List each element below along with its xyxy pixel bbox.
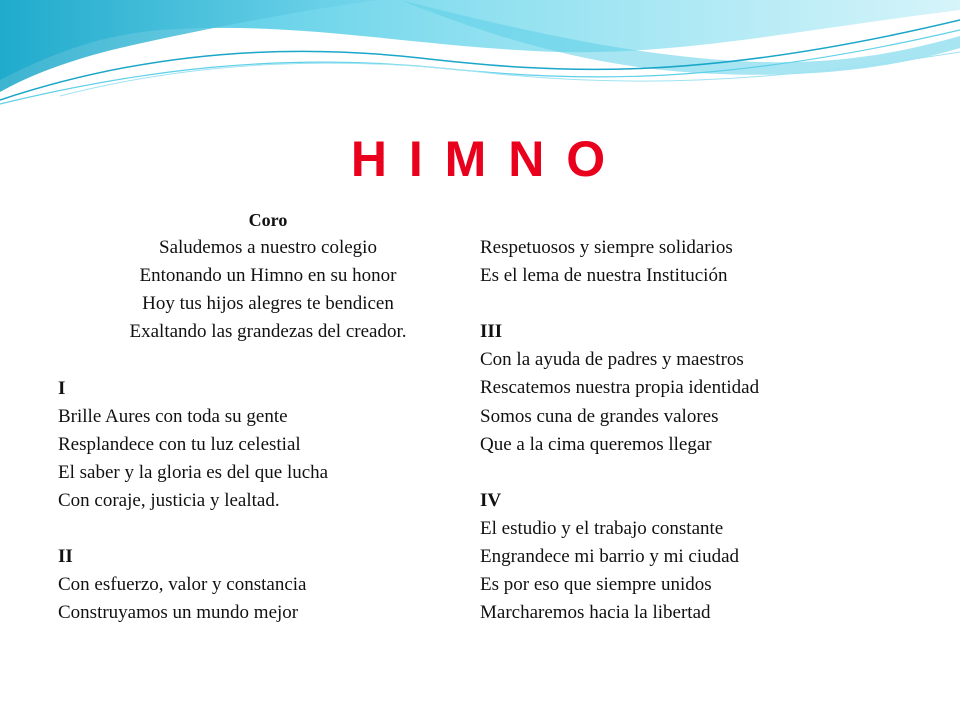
stanza-line: Es por eso que siempre unidos	[480, 574, 712, 596]
stanza-heading: II	[58, 546, 73, 568]
stanza-line: Marcharemos hacia la libertad	[480, 602, 711, 624]
stanza-line: Respetuosos y siempre solidarios	[480, 237, 733, 258]
spacer	[58, 515, 478, 543]
stanza-line: Que a la cima queremos llegar	[480, 433, 712, 455]
stanza-line: Con esfuerzo, valor y constancia	[58, 574, 307, 596]
spacer	[480, 459, 940, 487]
stanza-line: Brille Aures con toda su gente	[58, 405, 288, 427]
coro-line: Entonando un Himno en su honor	[139, 265, 397, 287]
stanza-line: Es el lema de nuestra Institución	[480, 265, 728, 287]
stanza-heading: I	[58, 377, 66, 399]
stanza-line: El estudio y el trabajo constante	[480, 517, 724, 539]
coro-line: Saludemos a nuestro colegio	[159, 237, 377, 259]
stanza-heading: IV	[480, 489, 502, 511]
stanza-line: Rescatemos nuestra propia identidad	[480, 377, 760, 399]
stanza-line: Resplandece con tu luz celestial	[58, 433, 301, 455]
right-column	[480, 234, 940, 627]
spacer	[58, 346, 478, 374]
left-column	[58, 206, 478, 627]
page-title: H I M N O	[350, 131, 610, 187]
coro-line: Exaltando las grandezas del creador.	[129, 321, 407, 343]
coro-line: Hoy tus hijos alegres te bendicen	[142, 293, 394, 315]
stanza-line: El saber y la gloria es del que lucha	[58, 461, 329, 483]
stanza-line: Engrandece mi barrio y mi ciudad	[480, 546, 740, 568]
stanza-line: Con la ayuda de padres y maestros	[480, 349, 744, 371]
spacer	[480, 290, 940, 318]
stanza-line: Construyamos un mundo mejor	[58, 602, 299, 624]
stanza-line: Somos cuna de grandes valores	[480, 405, 719, 427]
wave-header-decoration	[0, 0, 960, 130]
stanza-heading: III	[480, 321, 503, 343]
stanza-line: Con coraje, justicia y lealtad.	[58, 489, 280, 511]
coro-heading: Coro	[248, 210, 288, 230]
